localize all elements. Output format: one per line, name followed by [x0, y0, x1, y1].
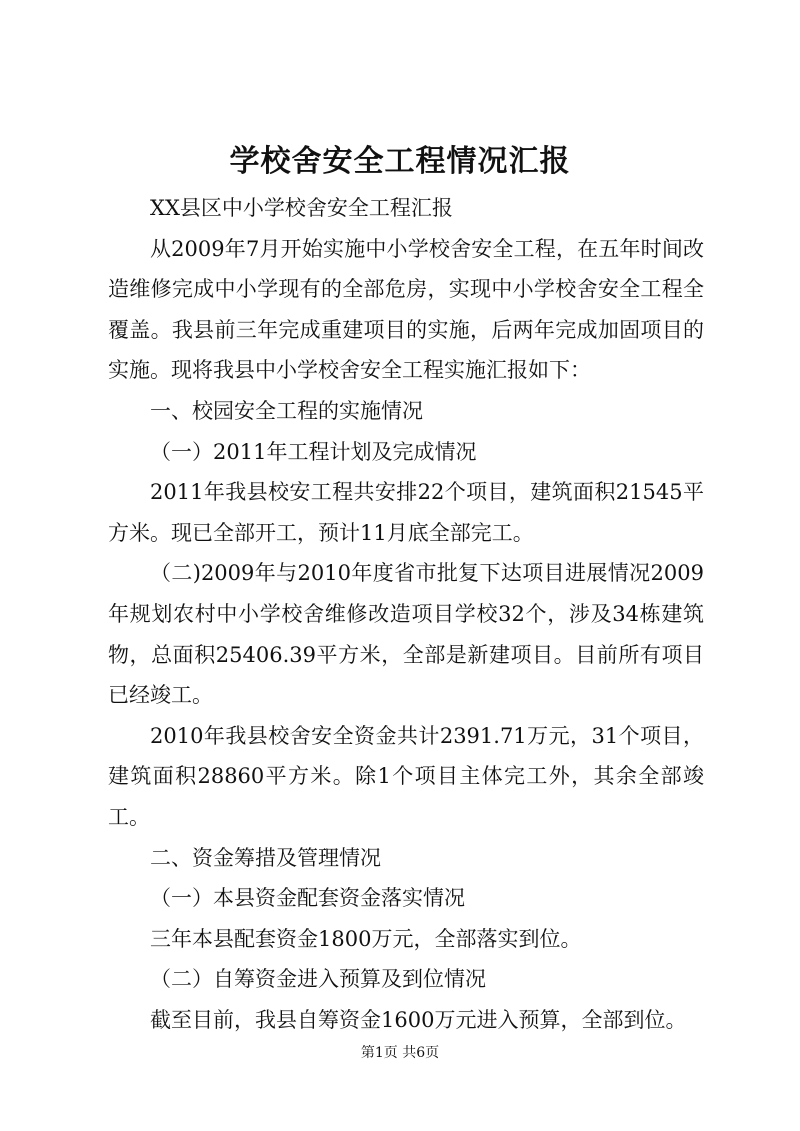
subsection-heading-2-1: （一）本县资金配套资金落实情况	[150, 886, 465, 911]
page-number-footer: 第1页 共6页	[360, 1045, 440, 1061]
body-paragraph-county-funds: 三年本县配套资金1800万元，全部落实到位。	[150, 926, 582, 951]
intro-paragraph: 从2009年7月开始实施中小学校舍安全工程，在五年时间改造维修完成中小学现有的全部危房，实现中小学校舍安全工程全覆盖。我县前三年完成重建项目的实施，后两年完成加固项目的实施。现将我县中小学校舍安全工程实施汇报如下：	[108, 236, 704, 383]
subsection-paragraph-1-2: （二)2009年与2010年度省市批复下达项目进展情况2009年规划农村中小学校舍维修改造项目学校32个，涉及34栋建筑物，总面积25406.39平方米，全部是新建项目。目前所有项目已经竣工。	[108, 561, 704, 708]
subtitle-paragraph: XX县区中小学校舍安全工程汇报	[150, 196, 453, 220]
body-paragraph-2011: 2011年我县校安工程共安排22个项目，建筑面积21545平方米。现已全部开工，预计11月底全部完工。	[108, 480, 704, 545]
body-paragraph-2010: 2010年我县校舍安全资金共计2391.71万元，31个项目，建筑面积28860平方米。除1个项目主体完工外，其余全部竣工。	[108, 723, 704, 829]
document-body	[108, 188, 704, 1040]
document-title: 学校舍安全工程情况汇报	[229, 144, 571, 179]
body-paragraph-self-raised-funds: 截至目前，我县自筹资金1600万元进入预算，全部到位。	[150, 1007, 687, 1032]
section-heading-2: 二、资金筹措及管理情况	[150, 845, 381, 870]
section-heading-1: 一、校园安全工程的实施情况	[150, 398, 423, 423]
subsection-heading-1-1: （一）2011年工程计划及完成情况	[150, 439, 477, 464]
subsection-heading-2-2: （二）自筹资金进入预算及到位情况	[150, 967, 486, 992]
